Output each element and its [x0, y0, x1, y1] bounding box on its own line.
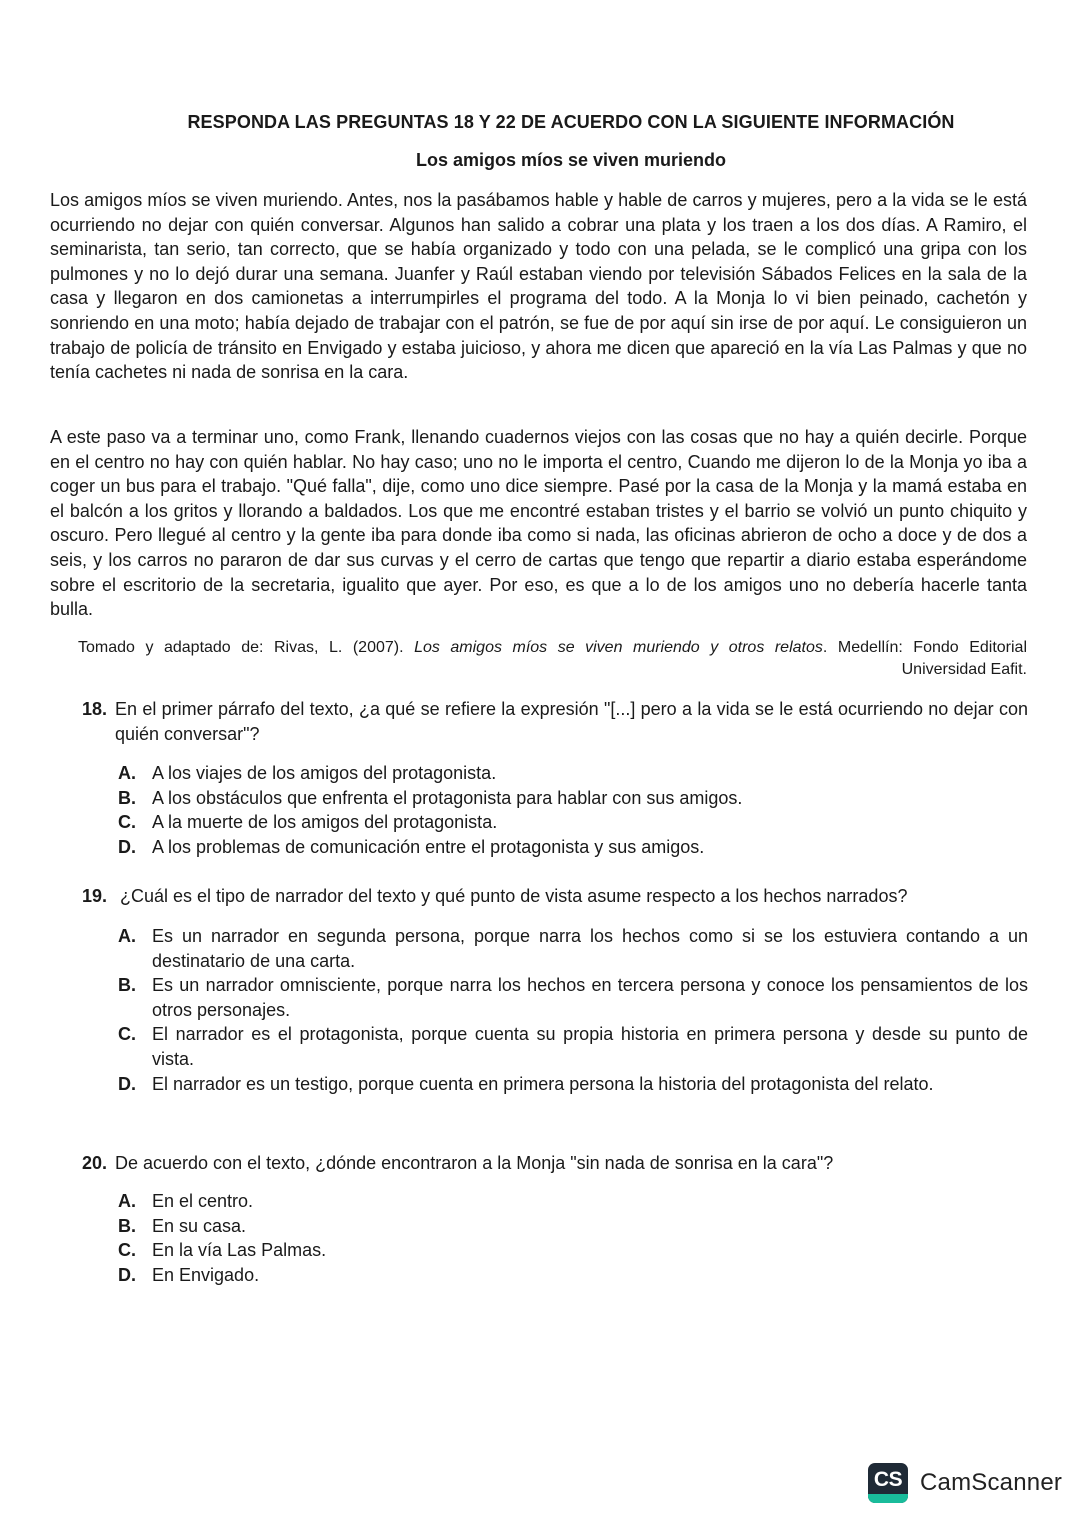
question-text: En el primer párrafo del texto, ¿a qué se refiere la expresión "[...] pero a la vida se le está ocurriendo no dejar con quién conversar"?	[115, 699, 1028, 744]
option-label: B.	[118, 975, 136, 996]
citation-book-title: Los amigos míos se viven muriendo y otros relatos	[414, 639, 823, 656]
option-label: D.	[118, 1264, 136, 1285]
question-18-options	[118, 761, 1028, 859]
option-label: C.	[118, 1240, 136, 1261]
camscanner-watermark	[868, 1463, 1062, 1503]
option-c[interactable]	[118, 1022, 1028, 1071]
question-number: 18.	[82, 699, 108, 719]
option-label: D.	[118, 836, 136, 857]
option-text: El narrador es un testigo, porque cuenta en primera persona la historia del protagonista del relato.	[152, 1073, 934, 1094]
option-b[interactable]	[118, 973, 1028, 1022]
citation-line-2: Universidad Eafit.	[901, 661, 1027, 678]
option-c[interactable]	[118, 1238, 1028, 1263]
option-d[interactable]	[118, 1072, 1028, 1097]
option-text: En el centro.	[152, 1191, 254, 1211]
passage-paragraph-1: Los amigos míos se viven muriendo. Antes, nos la pasábamos hable y hable de carros y mujeres, pero a la vida se le está ocurriendo no dejar con quién conversar. Algunos han salido a cobrar una plata y los traen a los dos días. A Ramiro, el seminarista, tan serio, tan correcto, que se había organizado y todo con una pelada, se le complicó una gripa con los pulmones y no lo dejó durar una semana. Juanfer y Raúl estaban viendo por televisión Sábados Felices en la sala de la casa y llegaron en dos camionetas a interrumpirles el programa del todo. A la Monja lo vi bien peinado, cachetón y sonriendo en una moto; había dejado de trabajar con el patrón, se fue de por aquí sin irse de por aquí. Le consiguieron un trabajo de policía de tránsito en Envigado y estaba juicioso, y ahora me dicen que apareció en la vía Las Palmas y que no tenía cachetes ni nada de sonrisa en la cara.	[50, 190, 1027, 383]
question-20	[82, 1151, 1028, 1176]
reading-title: Los amigos míos se viven muriendo	[415, 150, 727, 170]
option-text: Es un narrador en segunda persona, porque narra los hechos como si se los estuviera contando a un destinatario de una carta.	[152, 926, 1028, 971]
option-text: En su casa.	[152, 1215, 247, 1236]
option-d[interactable]	[118, 1263, 1028, 1288]
option-a[interactable]	[118, 924, 1028, 973]
option-label: B.	[118, 1215, 136, 1236]
option-label: A.	[118, 926, 136, 946]
option-c[interactable]	[118, 810, 1028, 835]
option-text: En la vía Las Palmas.	[152, 1240, 327, 1261]
option-text: En Envigado.	[152, 1264, 260, 1285]
option-text: A los viajes de los amigos del protagonista.	[152, 763, 497, 783]
citation-prefix: Tomado y adaptado de: Rivas, L. (2007).	[78, 639, 415, 656]
question-19	[82, 884, 1028, 909]
option-a[interactable]	[118, 1189, 1028, 1214]
option-b[interactable]	[118, 786, 1028, 811]
option-text: A la muerte de los amigos del protagonista.	[152, 812, 498, 833]
option-label: C.	[118, 1024, 136, 1045]
citation-line-1	[78, 637, 1027, 659]
instruction-heading: RESPONDA LAS PREGUNTAS 18 Y 22 DE ACUERDO CON LA SIGUIENTE INFORMACIÓN	[187, 112, 955, 132]
citation-suffix: . Medellín: Fondo Editorial	[822, 639, 1028, 656]
question-number: 19.	[82, 886, 108, 906]
question-20-options	[118, 1189, 1028, 1287]
option-text: A los problemas de comunicación entre el protagonista y sus amigos.	[152, 836, 705, 857]
question-number: 20.	[82, 1153, 108, 1173]
question-18	[82, 697, 1028, 746]
question-text: ¿Cuál es el tipo de narrador del texto y qué punto de vista asume respecto a los hechos narrados?	[120, 886, 908, 906]
option-d[interactable]	[118, 835, 1028, 860]
source-citation	[78, 637, 1027, 681]
question-text: De acuerdo con el texto, ¿dónde encontraron a la Monja "sin nada de sonrisa en la cara"?	[115, 1153, 834, 1173]
option-label: B.	[118, 787, 136, 808]
logo-text: CS	[873, 1468, 903, 1491]
watermark-name: CamScanner	[920, 1469, 1063, 1496]
option-a[interactable]	[118, 761, 1028, 786]
passage-paragraph-2: A este paso va a terminar uno, como Frank, llenando cuadernos viejos con las cosas que no hay a quién decirle. Porque en el centro no hay con quién hablar. No hay caso; uno no le importa el centro, Cuando me dijeron lo de la Monja yo iba a coger un bus para el trabajo. "Qué falla", dije, como uno dice siempre. Pasé por la casa de la Monja y la mamá estaba en el balcón a los gritos y llorando a baldados. Los que me encontré estaban tristes y el barrio se volvió un punto chiquito y oscuro. Pero llegué al centro y la gente iba para donde iba como si nada, las oficinas abrieron de ocho a doce y de dos a seis, y los carros no pararon de dar sus curvas y el cerro de cartas que tengo que repartir a diario estaba esperándome sobre el escritorio de la secretaria, igualito que ayer. Por eso, es que a lo de los amigos uno no debería hacerle tanta bulla.	[50, 427, 1027, 620]
question-19-options	[118, 924, 1028, 1096]
option-label: A.	[118, 1191, 136, 1211]
option-label: D.	[118, 1073, 136, 1094]
option-text: El narrador es el protagonista, porque cuenta su propia historia en primera persona y desde su punto de vista.	[152, 1024, 1028, 1069]
camscanner-logo-icon	[868, 1463, 908, 1503]
option-label: A.	[118, 763, 136, 783]
option-text: Es un narrador omnisciente, porque narra los hechos en tercera persona y conoce los pensamientos de los otros personajes.	[152, 975, 1028, 1020]
option-label: C.	[118, 812, 136, 833]
option-b[interactable]	[118, 1214, 1028, 1239]
option-text: A los obstáculos que enfrenta el protagonista para hablar con sus amigos.	[152, 787, 743, 808]
